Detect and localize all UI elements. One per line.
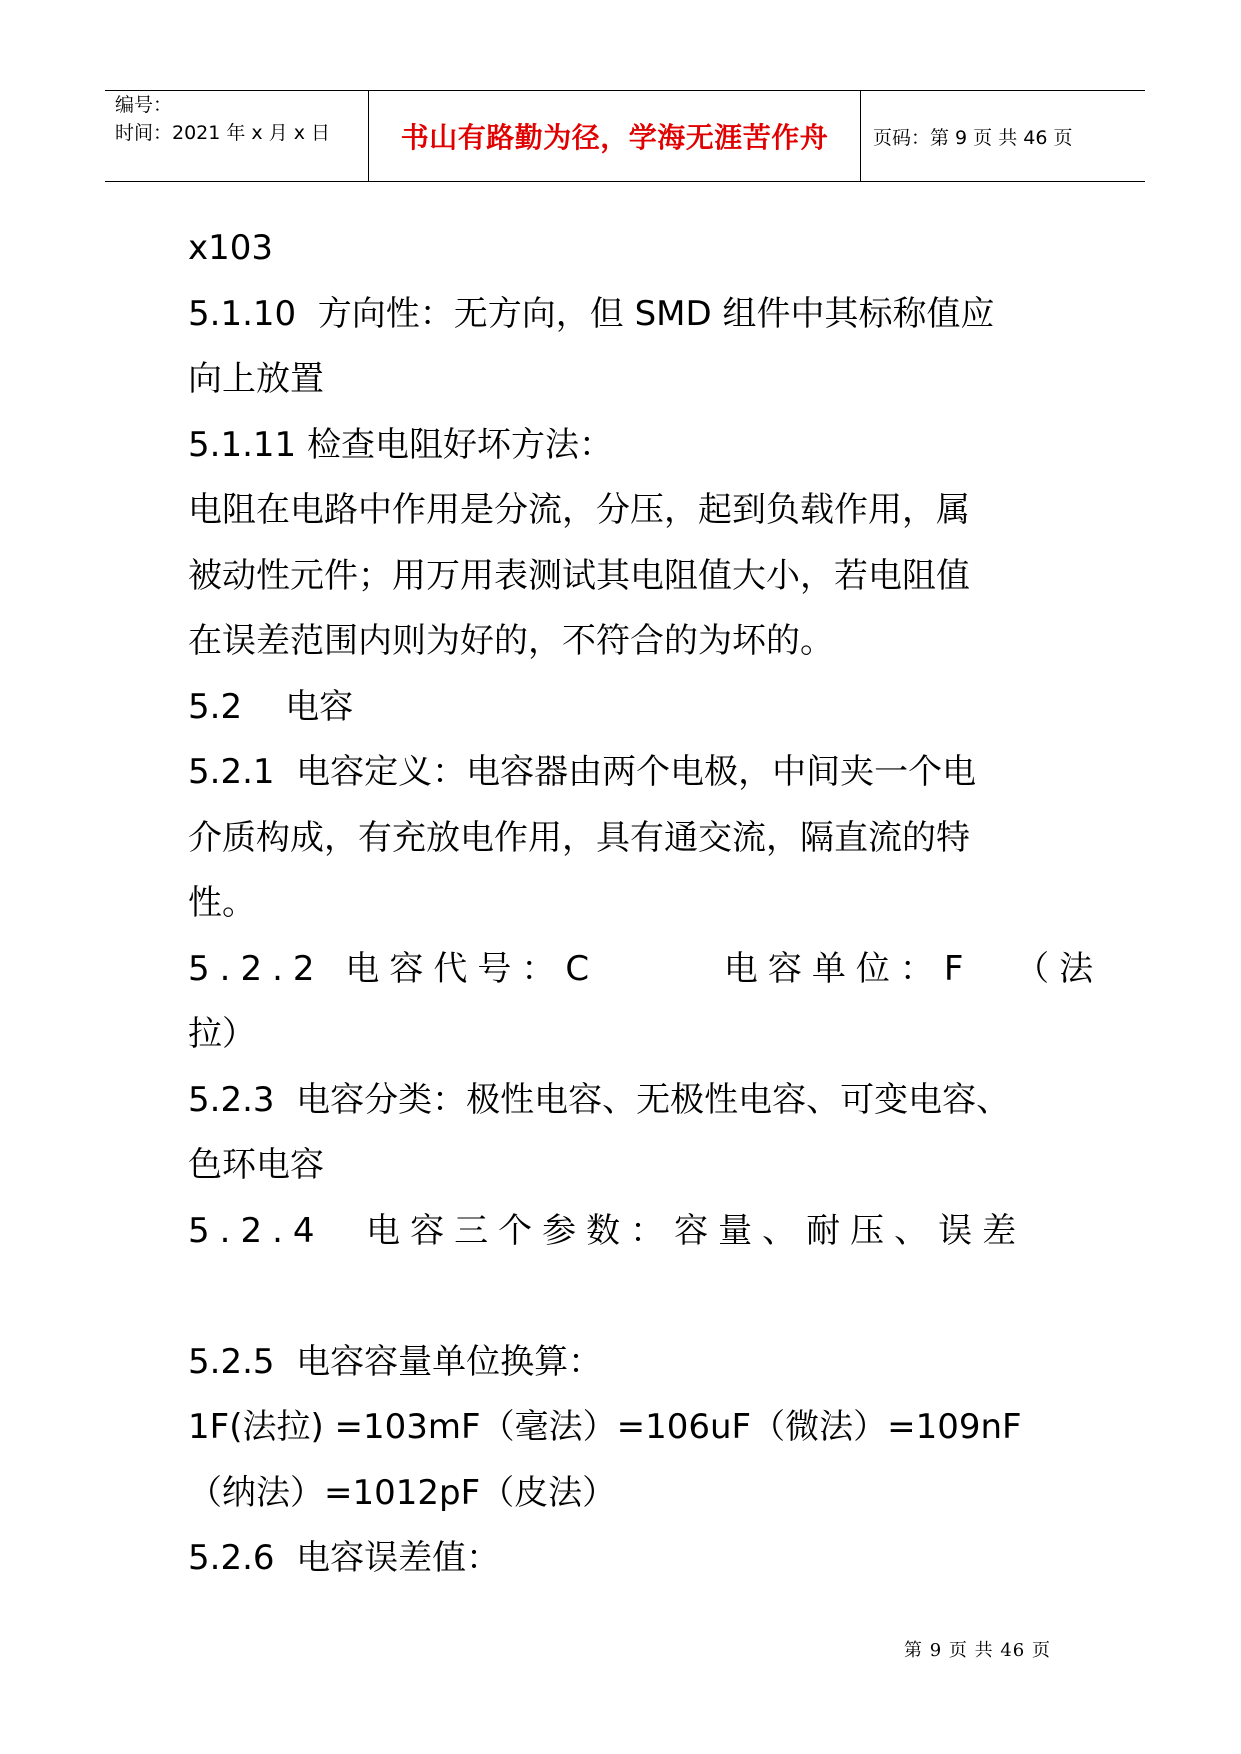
body-line: 拉）	[188, 1014, 256, 1054]
header-page-cell	[861, 91, 1145, 181]
body-line: 5.2.6 电容误差值：	[188, 1538, 501, 1578]
body-line: 5.2.4 电容三个参数：容量、耐压、误差	[188, 1210, 1027, 1251]
header-info-cell	[105, 91, 369, 181]
document-time-label: 时间：2021 年 x 月 x 日	[115, 122, 331, 144]
blank-line	[188, 1264, 1068, 1330]
body-line: 介质构成，有充放电作用，具有通交流，隔直流的特	[188, 817, 970, 858]
document-number-label: 编号：	[115, 94, 173, 116]
body-line: 5.1.10 方向性：无方向，但 SMD 组件中其标称值应	[188, 293, 995, 334]
header-motto: 书山有路勤为径，学海无涯苦作舟	[400, 121, 829, 154]
header-motto-cell	[369, 91, 861, 181]
body-line: 1F(法拉) =103mF（毫法）=106uF（微法）=109nF	[188, 1407, 1022, 1447]
body-line: x103	[188, 228, 274, 268]
document-header	[105, 90, 1145, 182]
document-body	[188, 216, 1104, 1592]
page-footer: 第 9 页 共 46 页	[904, 1640, 1051, 1661]
body-line: 5.1.11 检查电阻好坏方法：	[188, 424, 613, 465]
body-line: 性。	[188, 883, 256, 923]
body-line: 5.2.1 电容定义：电容器由两个电极，中间夹一个电	[188, 752, 977, 792]
body-line: 电阻在电路中作用是分流，分压，起到负载作用，属	[188, 490, 970, 530]
body-line: 在误差范围内则为好的，不符合的为坏的。	[188, 621, 834, 661]
section-heading: 5.2 电容	[188, 686, 354, 727]
body-line: （纳法）=1012pF（皮法）	[188, 1472, 617, 1513]
body-line: 色环电容	[188, 1145, 324, 1185]
body-line: 被动性元件；用万用表测试其电阻值大小，若电阻值	[188, 555, 970, 596]
body-line: 5.2.2 电容代号：C 电容单位：F （法	[188, 948, 1104, 989]
header-page-code: 页码：第 9 页 共 46 页	[873, 126, 1073, 149]
body-line: 向上放置	[188, 359, 324, 399]
body-line: 5.2.3 电容分类：极性电容、无极性电容、可变电容、	[188, 1079, 1011, 1120]
body-line: 5.2.5 电容容量单位换算：	[188, 1341, 603, 1382]
